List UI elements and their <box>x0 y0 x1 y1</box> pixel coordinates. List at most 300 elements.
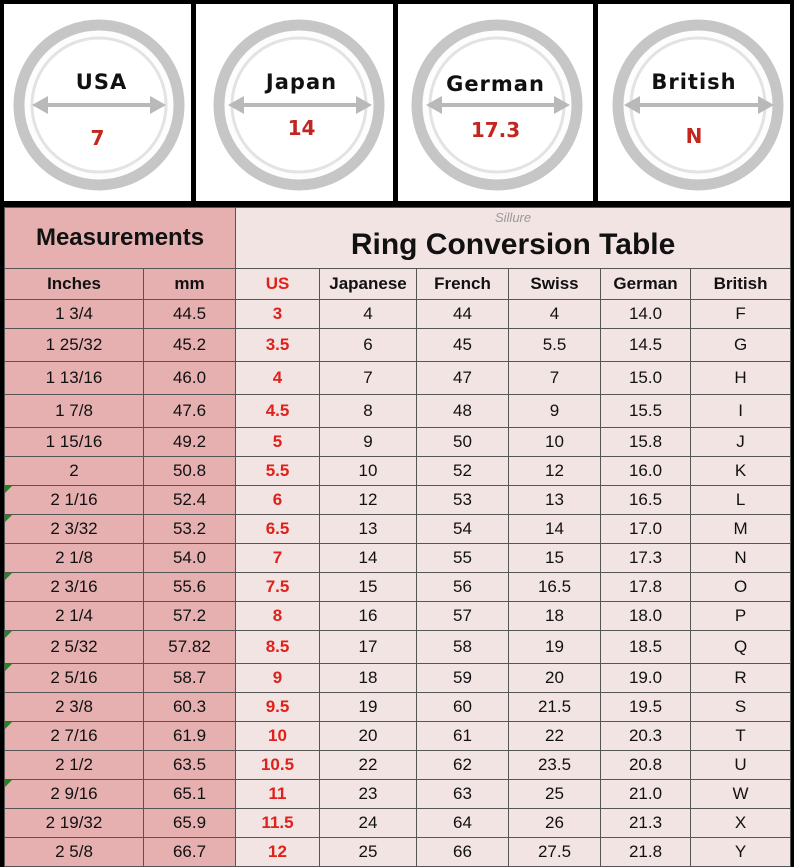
cell-british <box>691 486 791 515</box>
cell-value: 6 <box>272 490 283 509</box>
cell-value: 21.5 <box>537 697 572 716</box>
ring-label: German <box>446 72 545 96</box>
cell-us <box>236 693 320 722</box>
cell-value: L <box>735 490 746 509</box>
cell-value: 22 <box>545 726 564 745</box>
comment-indicator-icon <box>5 515 12 522</box>
cell-value: 10 <box>545 432 564 451</box>
cell-value: 60 <box>453 697 472 716</box>
cell-british <box>691 457 791 486</box>
cell-swiss <box>509 602 601 631</box>
cell-german <box>601 486 691 515</box>
cell-value: 13 <box>358 519 378 538</box>
cell-japanese <box>320 838 417 867</box>
cell-value: 10.5 <box>260 755 295 774</box>
cell-mm <box>144 809 236 838</box>
cell-french <box>417 329 509 362</box>
cell-value: 21.3 <box>628 813 663 832</box>
cell-mm <box>144 329 236 362</box>
cell-value: 2 1/2 <box>55 755 93 774</box>
cell-value: K <box>734 461 747 480</box>
cell-swiss <box>509 751 601 780</box>
cell-value: 57.2 <box>172 606 207 625</box>
cell-japanese <box>320 664 417 693</box>
cell-french <box>417 573 509 602</box>
cell-value: 19 <box>545 637 564 656</box>
cell-value: F <box>735 304 746 323</box>
cell-us <box>236 544 320 573</box>
cell-german <box>601 838 691 867</box>
column-header-german: German <box>601 269 691 300</box>
comment-indicator-icon <box>5 780 12 787</box>
cell-value: 2 3/8 <box>55 697 93 716</box>
cell-french <box>417 300 509 329</box>
comment-indicator-icon <box>5 573 12 580</box>
cell-value: 14.5 <box>628 335 663 354</box>
cell-value: 57 <box>453 606 472 625</box>
ring-icon <box>4 4 191 201</box>
cell-german <box>601 515 691 544</box>
cell-japanese <box>320 631 417 664</box>
ring-conversion-table <box>4 207 791 867</box>
ring-icon <box>398 4 593 201</box>
cell-mm <box>144 722 236 751</box>
cell-inches <box>5 544 144 573</box>
ring-panel-usa <box>4 4 191 201</box>
ring-panel-german <box>398 4 593 201</box>
ring-value: 14 <box>287 116 316 140</box>
cell-swiss <box>509 693 601 722</box>
cell-inches <box>5 515 144 544</box>
cell-value: 49.2 <box>172 432 207 451</box>
cell-value: 15.0 <box>628 368 663 387</box>
cell-value: 16 <box>358 606 378 625</box>
cell-german <box>601 300 691 329</box>
table-row <box>5 573 791 602</box>
cell-value: 66.7 <box>172 842 207 861</box>
cell-british <box>691 428 791 457</box>
table-title-cell <box>236 208 791 269</box>
cell-us <box>236 515 320 544</box>
cell-german <box>601 722 691 751</box>
cell-japanese <box>320 329 417 362</box>
cell-swiss <box>509 544 601 573</box>
cell-value: 17.0 <box>628 519 663 538</box>
cell-value: 61 <box>453 726 472 745</box>
cell-mm <box>144 602 236 631</box>
cell-value: 7.5 <box>265 577 290 596</box>
cell-mm <box>144 486 236 515</box>
cell-value: J <box>736 432 745 451</box>
cell-mm <box>144 631 236 664</box>
cell-value: 23 <box>358 784 378 803</box>
cell-german <box>601 457 691 486</box>
cell-value: Q <box>733 637 748 656</box>
cell-value: 12 <box>268 842 287 861</box>
cell-value: 14 <box>545 519 564 538</box>
cell-value: 15 <box>545 548 564 567</box>
cell-value: 1 7/8 <box>55 401 93 420</box>
cell-japanese <box>320 751 417 780</box>
cell-value: 60.3 <box>172 697 207 716</box>
cell-value: 7 <box>549 368 560 387</box>
cell-mm <box>144 751 236 780</box>
cell-value: 2 <box>69 461 79 480</box>
cell-inches <box>5 809 144 838</box>
cell-value: 16.5 <box>537 577 572 596</box>
cell-value: 5.5 <box>542 335 567 354</box>
table-row <box>5 780 791 809</box>
cell-japanese <box>320 457 417 486</box>
table-row <box>5 631 791 664</box>
cell-french <box>417 602 509 631</box>
cell-value: 14.0 <box>628 304 663 323</box>
cell-value: 20.8 <box>628 755 663 774</box>
cell-value: 44 <box>453 304 472 323</box>
cell-value: 57.82 <box>168 637 211 656</box>
cell-value: Y <box>734 842 747 861</box>
cell-us <box>236 395 320 428</box>
cell-swiss <box>509 573 601 602</box>
cell-us <box>236 780 320 809</box>
cell-french <box>417 515 509 544</box>
cell-french <box>417 780 509 809</box>
cell-value: 12 <box>358 490 378 509</box>
ring-value: N <box>685 124 703 148</box>
cell-value: 62 <box>453 755 472 774</box>
cell-british <box>691 751 791 780</box>
cell-value: 50 <box>453 432 472 451</box>
cell-german <box>601 329 691 362</box>
ring-label: USA <box>75 70 128 94</box>
cell-value: 2 9/16 <box>50 784 98 803</box>
cell-value: 2 5/8 <box>55 842 93 861</box>
ring-icon <box>598 4 790 201</box>
cell-french <box>417 664 509 693</box>
cell-japanese <box>320 693 417 722</box>
ring-size-banner <box>0 0 794 204</box>
cell-value: 2 1/16 <box>50 490 98 509</box>
cell-value: 54.0 <box>172 548 207 567</box>
cell-value: 3 <box>272 304 283 323</box>
cell-us <box>236 457 320 486</box>
cell-value: W <box>732 784 749 803</box>
cell-mm <box>144 300 236 329</box>
cell-value: 9 <box>272 668 283 687</box>
cell-french <box>417 486 509 515</box>
cell-value: 8 <box>272 606 283 625</box>
table-row <box>5 329 791 362</box>
cell-german <box>601 428 691 457</box>
cell-value: 1 3/4 <box>55 304 93 323</box>
cell-inches <box>5 486 144 515</box>
column-header-french: French <box>417 269 509 300</box>
cell-inches <box>5 693 144 722</box>
cell-swiss <box>509 486 601 515</box>
cell-value: 9.5 <box>265 697 290 716</box>
column-header-british: British <box>691 269 791 300</box>
cell-british <box>691 544 791 573</box>
cell-value: 2 1/4 <box>55 606 93 625</box>
ring-panel-british <box>598 4 790 201</box>
cell-value: 20 <box>358 726 378 745</box>
table-title: Ring Conversion Table <box>350 228 676 261</box>
cell-value: 14 <box>358 548 378 567</box>
cell-value: 6 <box>363 335 373 354</box>
cell-value: 9 <box>363 432 373 451</box>
cell-british <box>691 573 791 602</box>
cell-value: 1 13/16 <box>45 368 103 387</box>
cell-value: 55 <box>453 548 472 567</box>
cell-swiss <box>509 515 601 544</box>
cell-inches <box>5 631 144 664</box>
cell-value: 45 <box>453 335 472 354</box>
cell-value: 13 <box>545 490 564 509</box>
cell-value: G <box>733 335 748 354</box>
cell-british <box>691 780 791 809</box>
table-row <box>5 664 791 693</box>
cell-inches <box>5 751 144 780</box>
cell-german <box>601 631 691 664</box>
cell-japanese <box>320 544 417 573</box>
ring-label: Japan <box>265 70 338 94</box>
cell-value: R <box>734 668 747 687</box>
cell-japanese <box>320 722 417 751</box>
cell-swiss <box>509 300 601 329</box>
column-header-inches: Inches <box>5 269 144 300</box>
cell-japanese <box>320 602 417 631</box>
cell-us <box>236 664 320 693</box>
cell-value: 2 7/16 <box>50 726 98 745</box>
ring-value: 17.3 <box>470 118 521 142</box>
comment-indicator-icon <box>5 486 12 493</box>
cell-value: 2 3/32 <box>50 519 98 538</box>
cell-value: 25 <box>545 784 564 803</box>
cell-german <box>601 780 691 809</box>
cell-value: 16.5 <box>628 490 663 509</box>
cell-japanese <box>320 428 417 457</box>
cell-value: 52.4 <box>172 490 207 509</box>
cell-value: 63.5 <box>172 755 207 774</box>
cell-mm <box>144 693 236 722</box>
cell-value: 22 <box>358 755 378 774</box>
cell-french <box>417 428 509 457</box>
cell-french <box>417 838 509 867</box>
column-header-mm: mm <box>144 269 236 300</box>
cell-value: 45.2 <box>172 335 207 354</box>
cell-value: 8.5 <box>265 637 290 656</box>
cell-value: P <box>734 606 747 625</box>
cell-mm <box>144 838 236 867</box>
cell-value: 5 <box>272 432 283 451</box>
cell-value: 50.8 <box>172 461 207 480</box>
cell-inches <box>5 602 144 631</box>
cell-value: 8 <box>363 401 373 420</box>
comment-indicator-icon <box>5 664 12 671</box>
cell-value: 25 <box>358 842 378 861</box>
cell-value: 19.0 <box>628 668 663 687</box>
cell-us <box>236 838 320 867</box>
cell-value: 4 <box>363 304 373 323</box>
cell-value: 7 <box>272 548 283 567</box>
cell-value: 6.5 <box>265 519 290 538</box>
cell-french <box>417 751 509 780</box>
cell-german <box>601 362 691 395</box>
cell-swiss <box>509 457 601 486</box>
cell-british <box>691 362 791 395</box>
cell-value: I <box>738 401 743 420</box>
cell-french <box>417 722 509 751</box>
cell-value: 15 <box>358 577 378 596</box>
cell-us <box>236 631 320 664</box>
cell-value: 20 <box>545 668 564 687</box>
cell-value: 2 3/16 <box>50 577 98 596</box>
table-row <box>5 457 791 486</box>
cell-value: H <box>734 368 747 387</box>
cell-inches <box>5 395 144 428</box>
cell-us <box>236 329 320 362</box>
cell-british <box>691 602 791 631</box>
cell-us <box>236 751 320 780</box>
cell-value: 11 <box>268 784 287 803</box>
cell-value: 2 5/16 <box>50 668 98 687</box>
cell-value: 52 <box>453 461 472 480</box>
cell-value: 65.1 <box>172 784 207 803</box>
cell-value: 19 <box>358 697 378 716</box>
cell-value: 54 <box>453 519 472 538</box>
cell-value: 61.9 <box>172 726 207 745</box>
cell-british <box>691 329 791 362</box>
cell-value: 16.0 <box>628 461 663 480</box>
cell-swiss <box>509 395 601 428</box>
cell-inches <box>5 329 144 362</box>
cell-german <box>601 395 691 428</box>
cell-inches <box>5 362 144 395</box>
cell-mm <box>144 664 236 693</box>
table-row <box>5 809 791 838</box>
cell-value: 55.6 <box>172 577 207 596</box>
cell-inches <box>5 300 144 329</box>
cell-value: 19.5 <box>628 697 663 716</box>
cell-value: 2 19/32 <box>45 813 103 832</box>
cell-value: 4 <box>272 368 283 387</box>
cell-value: 18 <box>545 606 564 625</box>
table-row <box>5 838 791 867</box>
cell-value: T <box>735 726 746 745</box>
table-row <box>5 751 791 780</box>
cell-swiss <box>509 428 601 457</box>
cell-german <box>601 602 691 631</box>
cell-us <box>236 486 320 515</box>
cell-inches <box>5 428 144 457</box>
cell-german <box>601 544 691 573</box>
cell-value: 47.6 <box>172 401 207 420</box>
cell-value: 2 5/32 <box>50 637 98 656</box>
cell-british <box>691 722 791 751</box>
cell-value: 64 <box>453 813 472 832</box>
cell-german <box>601 573 691 602</box>
column-header-us: US <box>236 269 320 300</box>
cell-mm <box>144 362 236 395</box>
cell-value: 17 <box>358 637 378 656</box>
cell-value: 27.5 <box>537 842 572 861</box>
cell-value: 3.5 <box>265 335 290 354</box>
cell-value: 15.5 <box>628 401 663 420</box>
cell-value: 10 <box>358 461 378 480</box>
table-row <box>5 722 791 751</box>
cell-value: 17.3 <box>628 548 663 567</box>
cell-swiss <box>509 722 601 751</box>
cell-japanese <box>320 486 417 515</box>
cell-value: 18 <box>358 668 378 687</box>
cell-value: 47 <box>453 368 472 387</box>
cell-value: 15.8 <box>628 432 663 451</box>
cell-value: N <box>734 548 747 567</box>
cell-french <box>417 395 509 428</box>
cell-value: 53 <box>453 490 472 509</box>
cell-swiss <box>509 362 601 395</box>
cell-japanese <box>320 515 417 544</box>
ring-label: British <box>651 70 737 94</box>
cell-value: 59 <box>453 668 472 687</box>
cell-value: 24 <box>358 813 378 832</box>
cell-value: 9 <box>549 401 560 420</box>
cell-us <box>236 809 320 838</box>
watermark: Sillure <box>494 210 532 225</box>
cell-inches <box>5 457 144 486</box>
cell-inches <box>5 780 144 809</box>
cell-value: 20.3 <box>628 726 663 745</box>
cell-value: M <box>733 519 748 538</box>
cell-value: 12 <box>545 461 564 480</box>
cell-value: 58 <box>453 637 472 656</box>
cell-swiss <box>509 664 601 693</box>
cell-value: 53.2 <box>172 519 207 538</box>
cell-value: 2 1/8 <box>55 548 93 567</box>
ring-panel-japan <box>196 4 393 201</box>
cell-value: 48 <box>453 401 472 420</box>
cell-value: 5.5 <box>265 461 290 480</box>
cell-french <box>417 631 509 664</box>
cell-value: 18.5 <box>628 637 663 656</box>
cell-french <box>417 693 509 722</box>
cell-swiss <box>509 838 601 867</box>
cell-mm <box>144 544 236 573</box>
cell-inches <box>5 573 144 602</box>
cell-british <box>691 631 791 664</box>
cell-inches <box>5 722 144 751</box>
cell-value: 4.5 <box>265 401 290 420</box>
cell-mm <box>144 395 236 428</box>
cell-german <box>601 664 691 693</box>
cell-value: 11.5 <box>261 813 294 832</box>
cell-value: 21.0 <box>628 784 663 803</box>
table-body <box>5 300 791 867</box>
ring-icon <box>196 4 393 201</box>
table-row <box>5 515 791 544</box>
cell-value: 46.0 <box>172 368 207 387</box>
cell-inches <box>5 838 144 867</box>
table-row <box>5 486 791 515</box>
table-row <box>5 300 791 329</box>
cell-german <box>601 751 691 780</box>
measurements-header: Measurements <box>5 208 236 269</box>
cell-japanese <box>320 362 417 395</box>
cell-french <box>417 809 509 838</box>
cell-german <box>601 809 691 838</box>
cell-value: 4 <box>549 304 560 323</box>
cell-french <box>417 544 509 573</box>
